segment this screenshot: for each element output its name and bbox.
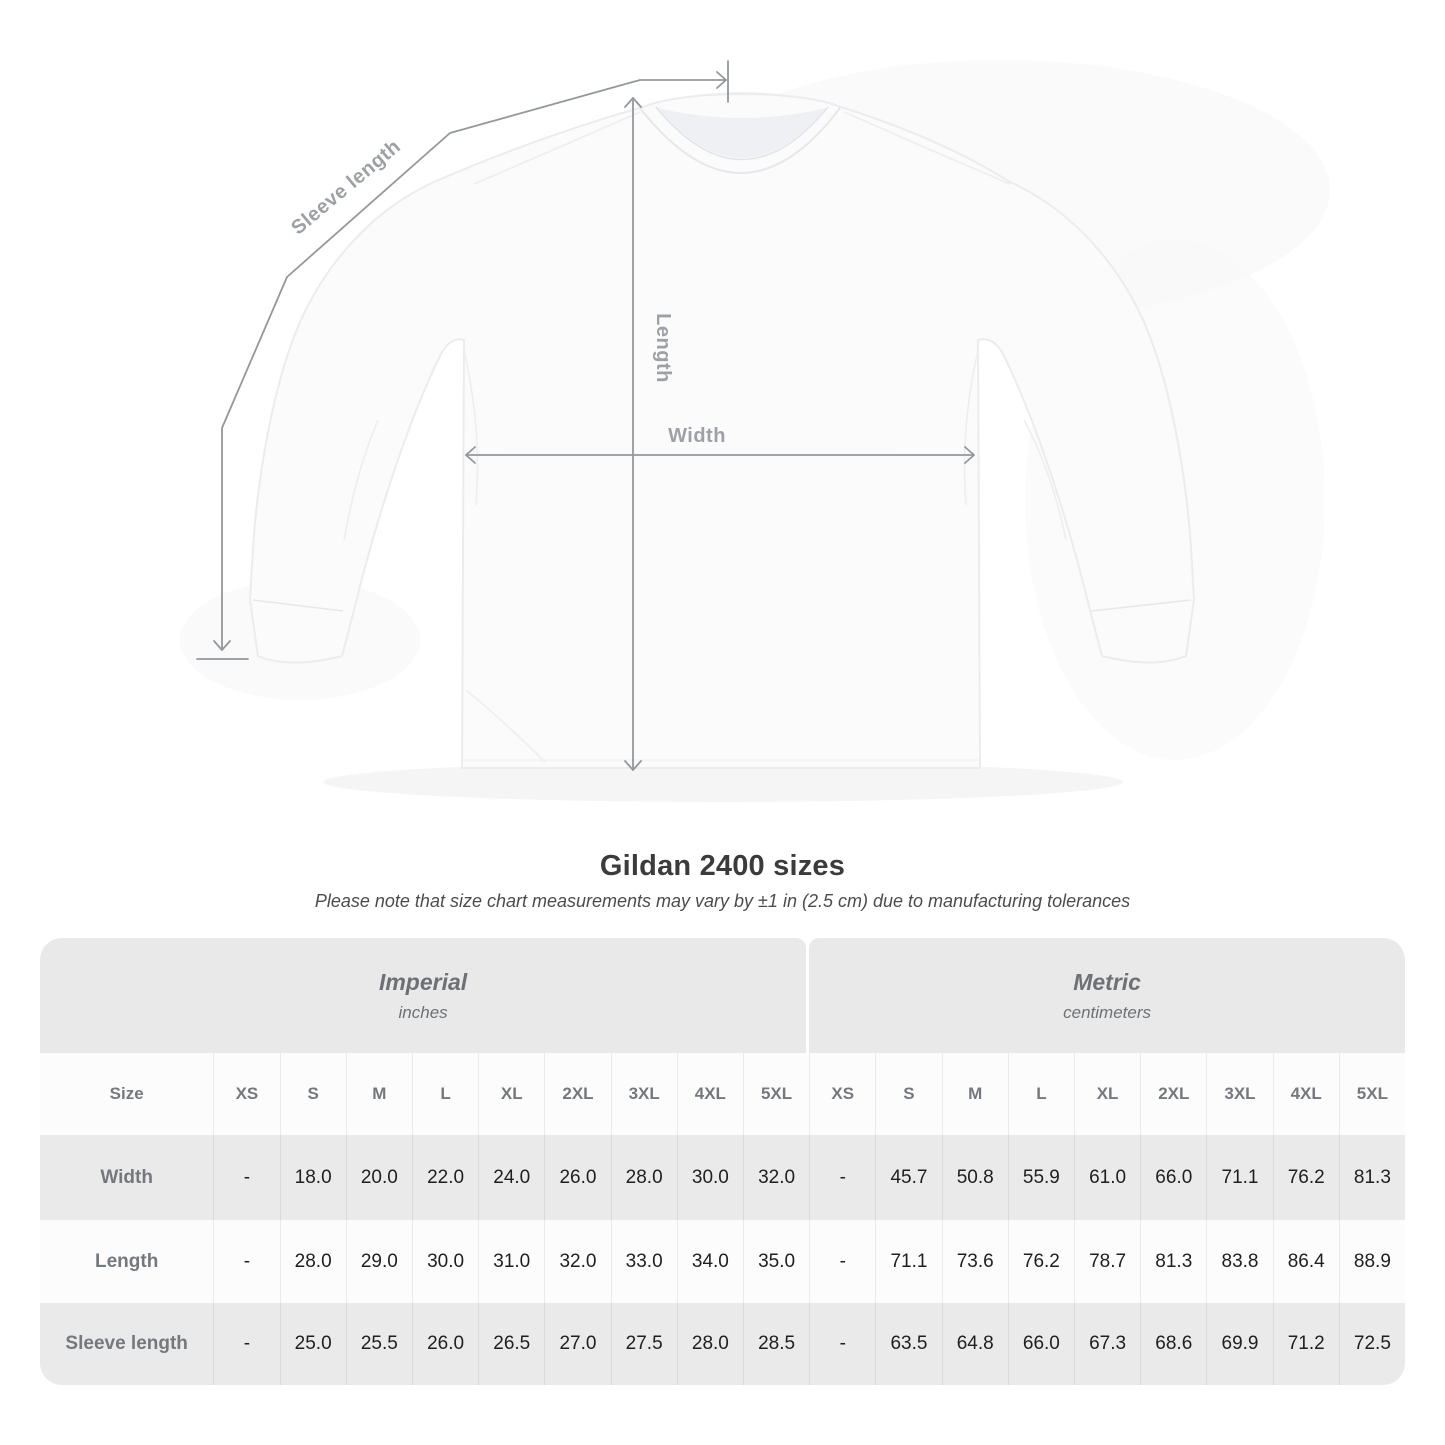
measurement-cell xyxy=(213,1135,279,1220)
measurement-cell-text: 45.7 xyxy=(890,1166,928,1188)
metric-band xyxy=(809,938,1405,1053)
size-col-header-text: XL xyxy=(1096,1084,1119,1103)
page-subtitle: Please note that size chart measurements may vary by ±1 in (2.5 cm) due to manufacturing tolerances xyxy=(314,891,1131,911)
size-col-header xyxy=(1140,1053,1206,1135)
measurement-cell-text: 55.9 xyxy=(1022,1166,1060,1188)
imperial-band xyxy=(40,938,806,1053)
row-label-text: Width xyxy=(100,1166,153,1188)
measurement-cell xyxy=(1074,1220,1140,1303)
measurement-cell-text: 76.2 xyxy=(1022,1250,1060,1272)
measurement-cell xyxy=(280,1135,346,1220)
measurement-cell-text: 71.1 xyxy=(1221,1166,1259,1188)
measurement-cell xyxy=(346,1220,412,1303)
measurement-cell xyxy=(478,1220,544,1303)
width-label: Width xyxy=(668,425,726,447)
measurement-cell-text: 27.0 xyxy=(559,1333,597,1354)
measurement-cell xyxy=(743,1135,809,1220)
measurement-cell-text: 81.3 xyxy=(1155,1250,1193,1272)
measurement-cell-text: 25.0 xyxy=(294,1333,332,1354)
size-col-header-text: 3XL xyxy=(628,1084,660,1103)
measurement-cell xyxy=(280,1303,346,1385)
measurement-cell xyxy=(1140,1220,1206,1303)
measurement-cell-text: 68.6 xyxy=(1155,1333,1193,1354)
measurement-cell-text: 83.8 xyxy=(1221,1250,1259,1272)
measurement-cell xyxy=(1273,1303,1339,1385)
measurement-cell xyxy=(544,1135,610,1220)
size-col-header-text: 2XL xyxy=(562,1084,594,1103)
row-label xyxy=(40,1135,213,1220)
size-header-row xyxy=(40,1053,1405,1135)
size-col-header-text: L xyxy=(440,1084,451,1103)
measurement-cell-text: 30.0 xyxy=(427,1250,465,1272)
size-col-header-text: XS xyxy=(831,1084,855,1103)
measurement-cell-text: 50.8 xyxy=(956,1166,994,1188)
measurement-cell xyxy=(1008,1220,1074,1303)
measurement-cell-text: 35.0 xyxy=(758,1250,796,1272)
measurement-cell xyxy=(743,1303,809,1385)
measurement-cell xyxy=(544,1220,610,1303)
length-label: Length xyxy=(652,313,674,383)
measurement-cell-text: 76.2 xyxy=(1287,1166,1325,1188)
measurement-cell xyxy=(1206,1220,1272,1303)
measurement-cell-text: 18.0 xyxy=(294,1166,332,1188)
measurement-cell-text: - xyxy=(243,1166,251,1188)
size-table-card xyxy=(40,938,1405,1385)
metric-band-unit: centimeters xyxy=(1063,1002,1152,1022)
measurement-cell-text: 22.0 xyxy=(427,1166,465,1188)
measurement-cell xyxy=(412,1135,478,1220)
size-col-header xyxy=(875,1053,941,1135)
size-col-header xyxy=(346,1053,412,1135)
measurement-cell xyxy=(875,1135,941,1220)
measurement-cell xyxy=(1339,1220,1405,1303)
measurement-cell-text: 34.0 xyxy=(691,1250,729,1272)
measurement-cell-text: 63.5 xyxy=(890,1333,928,1354)
measurement-cell xyxy=(1206,1135,1272,1220)
size-col-header-text: 4XL xyxy=(1290,1084,1322,1103)
measurement-cell-text: 66.0 xyxy=(1022,1333,1060,1354)
measurement-cell xyxy=(1273,1135,1339,1220)
measurement-cell-text: 81.3 xyxy=(1353,1166,1391,1188)
measurement-cell xyxy=(412,1303,478,1385)
measurement-cell-text: 69.9 xyxy=(1221,1333,1259,1354)
row-label-text: Sleeve length xyxy=(65,1333,188,1354)
size-col-header-text: XS xyxy=(235,1084,259,1103)
measurement-cell-text: - xyxy=(243,1333,251,1354)
measurement-cell xyxy=(809,1135,875,1220)
size-col-header-text: 5XL xyxy=(1356,1084,1388,1103)
measurement-cell-text: - xyxy=(839,1333,846,1354)
measurement-cell xyxy=(809,1220,875,1303)
measurement-cell-text: 24.0 xyxy=(493,1166,531,1188)
title-section xyxy=(0,850,1445,912)
size-col-header xyxy=(1273,1053,1339,1135)
size-col-header xyxy=(280,1053,346,1135)
measurement-cell-text: 86.4 xyxy=(1287,1250,1325,1272)
measurement-cell xyxy=(809,1303,875,1385)
measurement-cell xyxy=(478,1135,544,1220)
size-corner-header-text: Size xyxy=(109,1084,144,1103)
measurement-cell-text: 61.0 xyxy=(1089,1166,1127,1188)
measurement-row xyxy=(40,1135,1405,1220)
size-col-header-text: 4XL xyxy=(694,1084,726,1103)
size-col-header-text: S xyxy=(307,1084,319,1103)
measurement-cell xyxy=(1273,1220,1339,1303)
imperial-band-name: Imperial xyxy=(378,968,468,995)
measurement-cell-text: 26.5 xyxy=(493,1333,531,1354)
measurement-cell xyxy=(611,1220,677,1303)
size-col-header xyxy=(478,1053,544,1135)
size-col-header xyxy=(1206,1053,1272,1135)
measurement-cell xyxy=(1074,1303,1140,1385)
measurement-row xyxy=(40,1303,1405,1385)
measurement-cell-text: 66.0 xyxy=(1155,1166,1193,1188)
measurement-cell xyxy=(213,1220,279,1303)
size-corner-header xyxy=(40,1053,213,1135)
row-label-text: Length xyxy=(95,1250,159,1272)
measurement-cell-text: 73.6 xyxy=(956,1250,994,1272)
measurement-cell xyxy=(677,1135,743,1220)
measurement-cell xyxy=(677,1220,743,1303)
measurement-cell-text: 67.3 xyxy=(1089,1333,1127,1354)
size-col-header xyxy=(412,1053,478,1135)
measurement-cell-text: 30.0 xyxy=(691,1166,729,1188)
measurement-cell-text: 20.0 xyxy=(360,1166,398,1188)
measurement-cell-text: 71.2 xyxy=(1287,1333,1325,1354)
size-col-header xyxy=(677,1053,743,1135)
measurement-cell-text: - xyxy=(839,1166,846,1188)
imperial-band-unit: inches xyxy=(398,1002,448,1022)
size-col-header-text: S xyxy=(903,1084,915,1103)
size-col-header xyxy=(544,1053,610,1135)
measurement-cell-text: 71.1 xyxy=(890,1250,928,1272)
size-col-header-text: 2XL xyxy=(1158,1084,1190,1103)
size-col-header xyxy=(942,1053,1008,1135)
measurement-cell xyxy=(1008,1135,1074,1220)
size-col-header-text: L xyxy=(1036,1084,1047,1103)
measurement-cell xyxy=(1206,1303,1272,1385)
measurement-cell xyxy=(280,1220,346,1303)
measurement-cell xyxy=(412,1220,478,1303)
sleeve-length-label: Sleeve length xyxy=(287,135,406,240)
measurement-cell-text: 25.5 xyxy=(360,1333,398,1354)
measurement-cell xyxy=(213,1303,279,1385)
measurement-row xyxy=(40,1220,1405,1303)
measurement-cell-text: 32.0 xyxy=(559,1250,597,1272)
measurement-cell-text: 88.9 xyxy=(1353,1250,1391,1272)
measurement-cell xyxy=(942,1303,1008,1385)
size-col-header-text: 5XL xyxy=(760,1084,793,1103)
measurement-cell xyxy=(544,1303,610,1385)
size-col-header xyxy=(809,1053,875,1135)
size-col-header-text: 3XL xyxy=(1224,1084,1256,1103)
unit-band-row xyxy=(40,938,1405,1053)
measurement-cell xyxy=(875,1220,941,1303)
measurement-cell-text: 33.0 xyxy=(625,1250,663,1272)
measurement-cell xyxy=(1140,1303,1206,1385)
measurement-cell-text: 64.8 xyxy=(956,1333,994,1354)
size-col-header xyxy=(1074,1053,1140,1135)
measurement-cell xyxy=(346,1135,412,1220)
measurement-cell xyxy=(875,1303,941,1385)
measurement-cell xyxy=(1140,1135,1206,1220)
measurement-cell xyxy=(611,1303,677,1385)
measurement-cell xyxy=(1339,1303,1405,1385)
measurement-cell-text: 28.0 xyxy=(691,1333,729,1354)
size-col-header xyxy=(1339,1053,1405,1135)
row-label xyxy=(40,1220,213,1303)
measurement-cell xyxy=(743,1220,809,1303)
measurement-cell xyxy=(478,1303,544,1385)
measurement-cell xyxy=(942,1135,1008,1220)
size-col-header-text: M xyxy=(372,1084,387,1103)
measurement-cell xyxy=(346,1303,412,1385)
measurement-cell xyxy=(942,1220,1008,1303)
measurement-cell-text: 29.0 xyxy=(360,1250,398,1272)
row-label xyxy=(40,1303,213,1385)
measurement-cell-text: 31.0 xyxy=(493,1250,531,1272)
measurement-cell xyxy=(1339,1135,1405,1220)
size-col-header xyxy=(743,1053,809,1135)
measurement-cell-text: 78.7 xyxy=(1089,1250,1127,1272)
measurement-cell xyxy=(1074,1135,1140,1220)
metric-band-name: Metric xyxy=(1073,968,1141,995)
size-col-header-text: M xyxy=(968,1084,983,1103)
measurement-cell-text: 27.5 xyxy=(625,1333,663,1354)
measurement-cell-text: 28.5 xyxy=(758,1333,796,1354)
measurement-cell-text: 26.0 xyxy=(559,1166,597,1188)
measurement-cell xyxy=(611,1135,677,1220)
size-grid xyxy=(40,1053,1405,1385)
size-col-header xyxy=(1008,1053,1074,1135)
measurement-cell-text: 72.5 xyxy=(1353,1333,1391,1354)
measurement-cell-text: 28.0 xyxy=(625,1166,663,1188)
page-title: Gildan 2400 sizes xyxy=(599,850,846,882)
measurement-cell xyxy=(1008,1303,1074,1385)
measurement-cell-text: 26.0 xyxy=(427,1333,465,1354)
measurement-cell-text: - xyxy=(243,1250,251,1272)
size-col-header xyxy=(611,1053,677,1135)
size-col-header-text: XL xyxy=(500,1084,523,1103)
measurement-cell-text: 32.0 xyxy=(758,1166,796,1188)
size-col-header xyxy=(213,1053,279,1135)
measurement-cell xyxy=(677,1303,743,1385)
measurement-cell-text: 28.0 xyxy=(294,1250,332,1272)
measurement-cell-text: - xyxy=(839,1250,846,1272)
